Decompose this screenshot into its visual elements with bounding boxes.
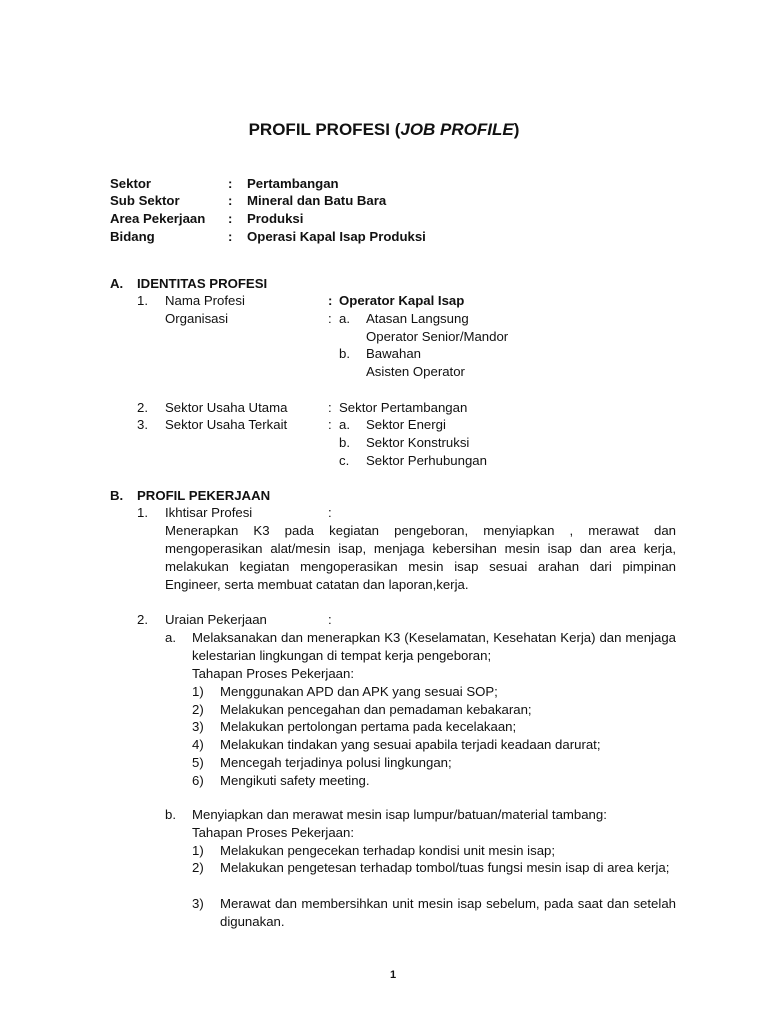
area-label: Area Pekerjaan <box>110 211 206 226</box>
colon: : <box>328 311 332 326</box>
organisasi-label: Organisasi <box>165 311 229 326</box>
a-step-text: Melakukan tindakan yang sesuai apabila terjadi keadaan darurat; <box>220 737 601 752</box>
a-step-text: Melakukan pertolongan pertama pada kecelakaan; <box>220 719 517 734</box>
terkait-a-letter: a. <box>339 417 350 432</box>
org-b-title: Bawahan <box>366 346 421 361</box>
uraian-b-text: Menyiapkan dan merawat mesin isap lumpur/batuan/material tambang: <box>192 807 607 822</box>
bidang-value: Operasi Kapal Isap Produksi <box>247 229 426 244</box>
ikhtisar-paragraph: Menerapkan K3 pada kegiatan pengeboran, menyiapkan , merawat dan mengoperasikan alat/mesin isap, menjaga kebersihan mesin isap dan area kerja, melakukan kegiatan mengoperasikan mesin isap sesuai arahan dari pimpinan Engineer, serta membuat catatan dan laporan,kerja. <box>165 523 676 592</box>
a-step-text: Melakukan pencegahan dan pemadaman kebakaran; <box>220 702 532 717</box>
b-step-num: 1) <box>192 843 204 858</box>
uraian-b-letter: b. <box>165 807 176 822</box>
terkait-a-text: Sektor Energi <box>366 417 446 432</box>
section-a-letter: A. <box>110 276 124 291</box>
terkait-c-text: Sektor Perhubungan <box>366 453 487 468</box>
colon: : <box>228 211 233 226</box>
a-step-num: 2) <box>192 702 204 717</box>
a-step-num: 1) <box>192 684 204 699</box>
colon: : <box>228 193 233 208</box>
colon: : <box>228 176 233 191</box>
subsector-value: Mineral dan Batu Bara <box>247 193 387 208</box>
b-step-text: Melakukan pengecekan terhadap kondisi unit mesin isap; <box>220 843 556 858</box>
colon: : <box>328 400 332 415</box>
b-step-text: Melakukan pengetesan terhadap tombol/tuas fungsi mesin isap di area kerja; <box>220 860 670 875</box>
section-b-letter: B. <box>110 488 124 503</box>
page-number: 1 <box>389 969 397 981</box>
b1-num: 1. <box>137 505 148 520</box>
a-step-text: Mencegah terjadinya polusi lingkungan; <box>220 755 452 770</box>
sektor-usaha-utama-label: Sektor Usaha Utama <box>165 400 288 415</box>
b2-num: 2. <box>137 612 148 627</box>
a-step-num: 5) <box>192 755 204 770</box>
org-a-letter: a. <box>339 311 350 326</box>
a2-num: 2. <box>137 400 148 415</box>
uraian-b-tahapan: Tahapan Proses Pekerjaan: <box>192 825 355 840</box>
org-a-title: Atasan Langsung <box>366 311 469 326</box>
sector-value: Pertambangan <box>247 176 339 191</box>
b-step-num: 2) <box>192 860 204 875</box>
b-step-text: Merawat dan membersihkan unit mesin isap sebelum, pada saat dan setelah digunakan. <box>220 896 676 929</box>
ikhtisar-label: Ikhtisar Profesi <box>165 505 253 520</box>
uraian-a-tahapan: Tahapan Proses Pekerjaan: <box>192 666 355 681</box>
colon: : <box>228 229 233 244</box>
a-step-text: Mengikuti safety meeting. <box>220 773 370 788</box>
a3-num: 3. <box>137 417 148 432</box>
uraian-a-text: Melaksanakan dan menerapkan K3 (Keselamatan, Kesehatan Kerja) dan menjaga kelestarian lingkungan di tempat kerja pengeboran; <box>192 630 676 663</box>
org-b-letter: b. <box>339 346 350 361</box>
a-step-num: 3) <box>192 719 204 734</box>
subsector-label: Sub Sektor <box>110 193 180 208</box>
title-close: ) <box>513 120 520 139</box>
bidang-label: Bidang <box>110 229 155 244</box>
colon: : <box>328 417 332 432</box>
a1-num: 1. <box>137 293 148 308</box>
section-b-title: PROFIL PEKERJAAN <box>137 488 271 503</box>
nama-profesi-label: Nama Profesi <box>165 293 245 308</box>
sector-label: Sektor <box>110 176 152 191</box>
terkait-b-letter: b. <box>339 435 350 450</box>
terkait-c-letter: c. <box>339 453 350 468</box>
a-step-num: 6) <box>192 773 204 788</box>
uraian-label: Uraian Pekerjaan <box>165 612 267 627</box>
section-a-title: IDENTITAS PROFESI <box>137 276 268 291</box>
a-step-text: Menggunakan APD dan APK yang sesuai SOP; <box>220 684 498 699</box>
title-main: PROFIL PROFESI ( <box>248 120 401 139</box>
title-italic: JOB PROFILE <box>400 120 514 139</box>
colon: : <box>328 612 332 627</box>
terkait-b-text: Sektor Konstruksi <box>366 435 470 450</box>
b-step-num: 3) <box>192 896 204 911</box>
nama-profesi-value: Operator Kapal Isap <box>339 293 465 308</box>
colon: : <box>328 293 333 308</box>
uraian-a-letter: a. <box>165 630 176 645</box>
sektor-usaha-utama-value: Sektor Pertambangan <box>339 400 468 415</box>
page-title <box>0 120 768 140</box>
org-b-value: Asisten Operator <box>366 364 465 379</box>
org-a-value: Operator Senior/Mandor <box>366 329 509 344</box>
colon: : <box>328 505 332 520</box>
area-value: Produksi <box>247 211 304 226</box>
a-step-num: 4) <box>192 737 204 752</box>
sektor-usaha-terkait-label: Sektor Usaha Terkait <box>165 417 288 432</box>
